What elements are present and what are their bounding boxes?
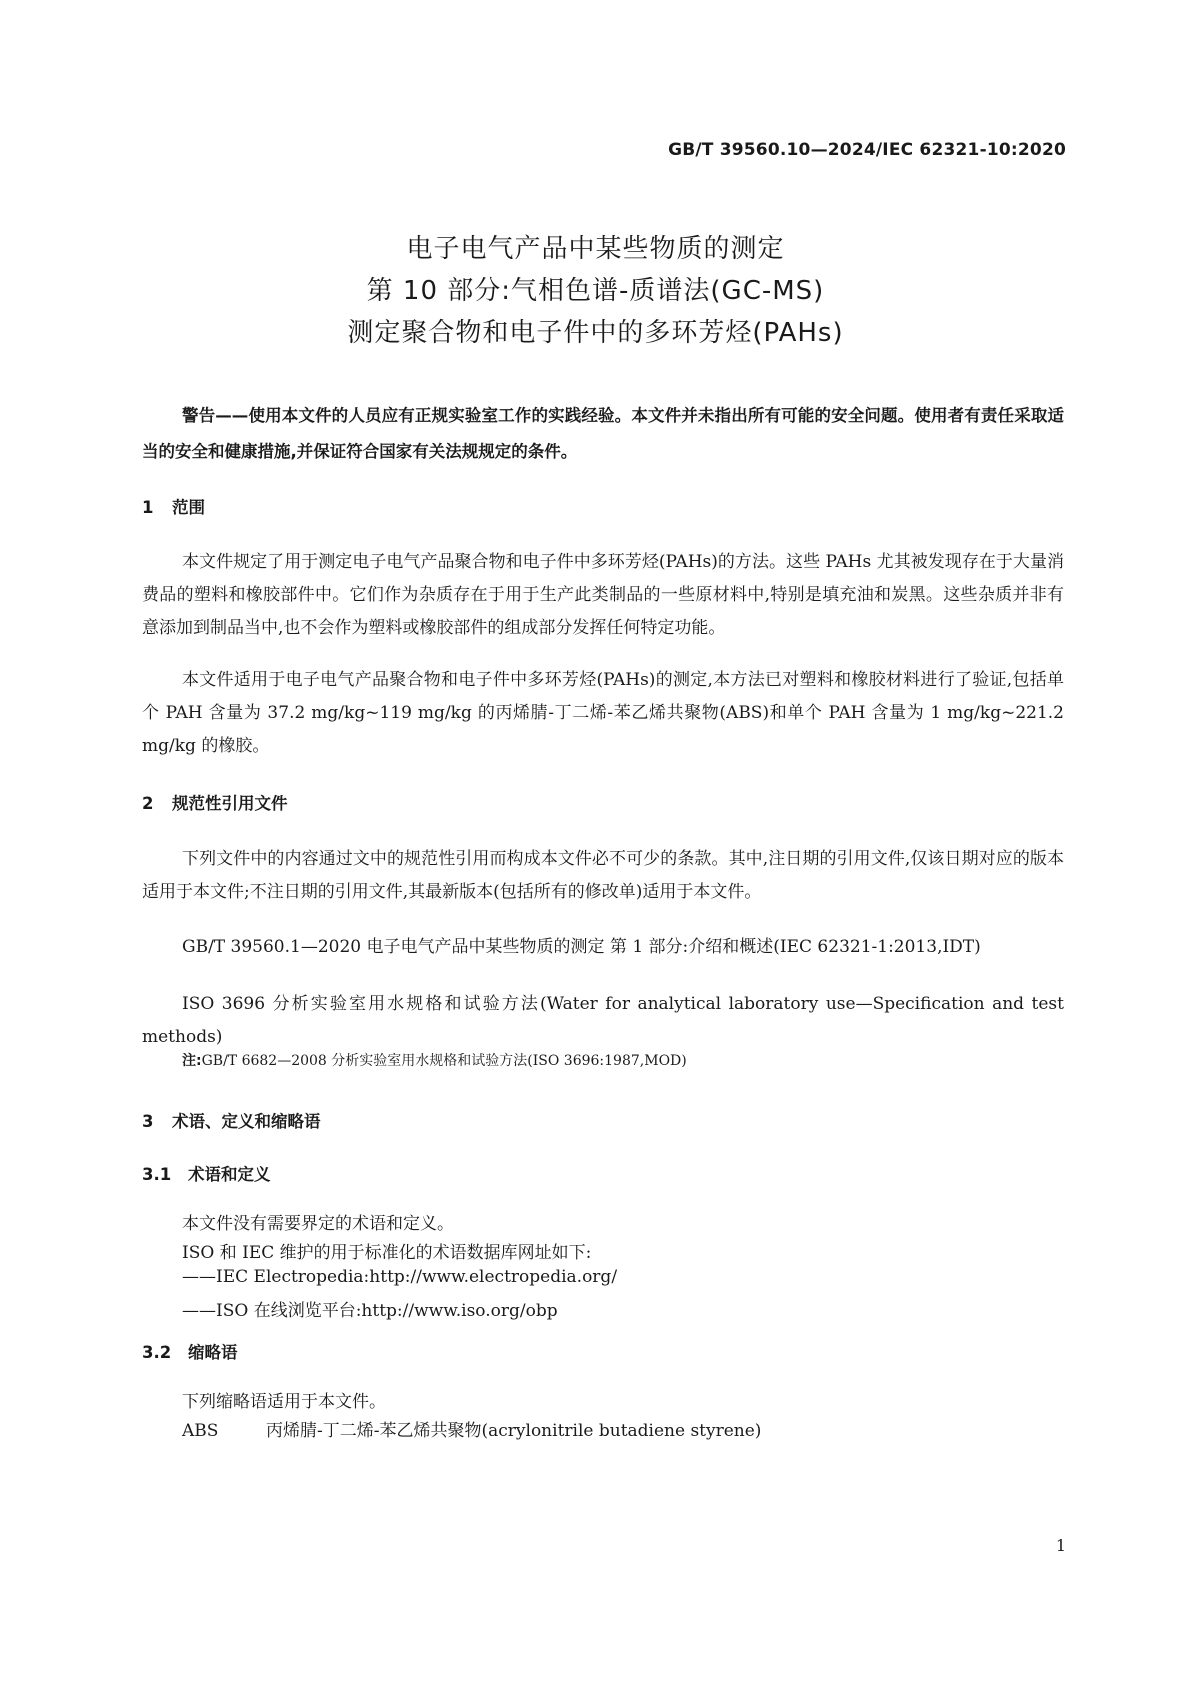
normative-reference-2: ISO 3696 分析实验室用水规格和试验方法(Water for analytical laboratory use—Specification and test methods) [142,994,1064,1047]
abbreviation-code: ABS [182,1421,219,1441]
section-number: 3.1 [142,1165,172,1184]
document-title-line-2: 第 10 部分:气相色谱-质谱法(GC-MS) [366,276,825,306]
section-3-1-heading [142,1161,271,1185]
safety-warning: 警告——使用本文件的人员应有正规实验室工作的实践经验。本文件并未指出所有可能的安全问题。使用者有责任采取适当的安全和健康措施,并保证符合国家有关法规规定的条件。 [142,406,1064,461]
document-title-line-1: 电子电气产品中某些物质的测定 [406,234,785,264]
section-3-heading [142,1108,321,1132]
iso-obp-link[interactable]: ——ISO 在线浏览平台:http://www.iso.org/obp [182,1301,558,1321]
page-number: 1 [1055,1536,1066,1555]
section-3-2-heading [142,1339,238,1363]
section-title: 范围 [172,498,205,517]
section-title: 术语、定义和缩略语 [172,1112,321,1131]
electropedia-link[interactable]: ——IEC Electropedia:http://www.electropedia.org/ [182,1267,618,1287]
note-text: GB/T 6682—2008 分析实验室用水规格和试验方法(ISO 3696:1987,MOD) [201,1053,687,1069]
document-title-line-3: 测定聚合物和电子件中的多环芳烃(PAHs) [347,318,844,348]
section-number: 3.2 [142,1343,172,1362]
section-2-paragraph: 下列文件中的内容通过文中的规范性引用而构成本文件必不可少的条款。其中,注日期的引用文件,仅该日期对应的版本适用于本文件;不注日期的引用文件,其最新版本(包括所有的修改单)适用于本文件。 [142,849,1064,902]
section-3-1-line-1: 本文件没有需要界定的术语和定义。 [182,1214,454,1234]
reference-note [182,1050,687,1070]
section-title: 缩略语 [188,1343,238,1362]
section-title: 术语和定义 [188,1165,271,1184]
abbreviation-definition: 丙烯腈-丁二烯-苯乙烯共聚物(acrylonitrile butadiene styrene) [266,1421,762,1441]
note-label: 注: [182,1053,202,1069]
standard-code: GB/T 39560.10—2024/IEC 62321-10:2020 [668,140,1066,160]
section-1-heading [142,494,205,518]
section-1-paragraph-2: 本文件适用于电子电气产品聚合物和电子件中多环芳烃(PAHs)的测定,本方法已对塑料和橡胶材料进行了验证,包括单个 PAH 含量为 37.2 mg/kg~119 mg/kg 的丙烯腈-丁二烯-苯乙烯共聚物(ABS)和单个 PAH 含量为 1 mg/kg~221.2 mg/kg 的橡胶。 [142,670,1064,756]
section-title: 规范性引用文件 [172,794,288,813]
section-3-2-line-1: 下列缩略语适用于本文件。 [182,1392,386,1412]
normative-reference-1: GB/T 39560.1—2020 电子电气产品中某些物质的测定 第 1 部分:介绍和概述(IEC 62321-1:2013,IDT) [182,937,981,957]
section-2-heading [142,790,288,814]
section-number: 2 [142,794,154,813]
section-number: 1 [142,498,154,517]
abbreviation-entry [182,1416,761,1441]
section-1-paragraph-1: 本文件规定了用于测定电子电气产品聚合物和电子件中多环芳烃(PAHs)的方法。这些 PAHs 尤其被发现存在于大量消费品的塑料和橡胶部件中。它们作为杂质存在于用于生产此类制品的一些原材料中,特别是填充油和炭黑。这些杂质并非有意添加到制品当中,也不会作为塑料或橡胶部件的组成部分发挥任何特定功能。 [142,552,1064,638]
section-number: 3 [142,1112,154,1131]
section-3-1-line-2: ISO 和 IEC 维护的用于标准化的术语数据库网址如下: [182,1243,592,1263]
